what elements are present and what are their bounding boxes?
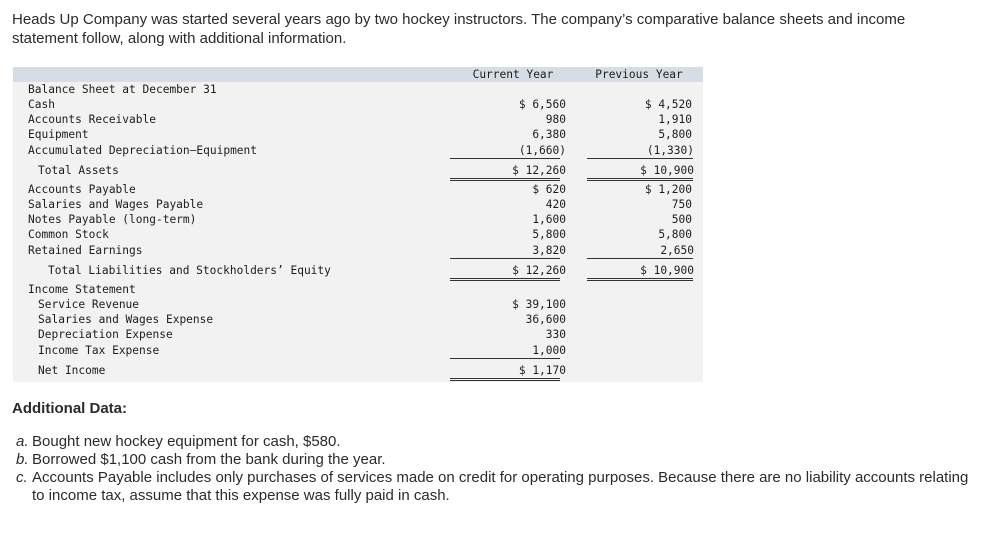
row-label: Cash bbox=[28, 98, 55, 111]
previous-value: $ 1,200 bbox=[644, 183, 692, 196]
row-label: Salaries and Wages Payable bbox=[28, 198, 204, 211]
row-label: Salaries and Wages Expense bbox=[38, 313, 214, 326]
balance-sheet-heading bbox=[13, 82, 703, 97]
table-row bbox=[13, 163, 703, 178]
note-b bbox=[16, 451, 976, 469]
current-value: 1,600 bbox=[532, 213, 566, 226]
current-value: 3,820 bbox=[532, 244, 566, 257]
previous-value: 1,910 bbox=[658, 113, 692, 126]
row-label: Accounts Payable bbox=[28, 183, 136, 196]
note-key: a. bbox=[16, 433, 29, 450]
table-row bbox=[13, 327, 703, 342]
current-value: $ 12,260 bbox=[512, 164, 566, 177]
row-label: Income Tax Expense bbox=[38, 344, 160, 357]
row-label: Notes Payable (long-term) bbox=[28, 213, 197, 226]
current-value: 330 bbox=[545, 328, 566, 341]
row-label: Total Assets bbox=[38, 164, 119, 177]
note-key: c. bbox=[16, 469, 28, 486]
current-value: 36,600 bbox=[525, 313, 566, 326]
row-label: Retained Earnings bbox=[28, 244, 143, 257]
row-label: Accounts Receivable bbox=[28, 113, 156, 126]
financial-table bbox=[13, 67, 703, 382]
row-label: Common Stock bbox=[28, 228, 109, 241]
current-value: 5,800 bbox=[532, 228, 566, 241]
current-value: (1,660) bbox=[518, 144, 566, 157]
note-c bbox=[16, 469, 976, 505]
note-text: Bought new hockey equipment for cash, $580. bbox=[32, 433, 341, 450]
current-value: 6,380 bbox=[532, 128, 566, 141]
row-label: Service Revenue bbox=[38, 298, 140, 311]
previous-value: 5,800 bbox=[658, 128, 692, 141]
table-row bbox=[13, 197, 703, 212]
income-statement-heading bbox=[13, 282, 703, 297]
section-heading: Income Statement bbox=[28, 283, 136, 296]
current-value: $ 12,260 bbox=[512, 264, 566, 277]
additional-notes bbox=[16, 433, 976, 505]
current-value: $ 39,100 bbox=[512, 298, 566, 311]
intro-paragraph: Heads Up Company was started several years ago by two hockey instructors. The company’s comparative balance sheets and income statement follow, along with additional information. bbox=[12, 11, 906, 47]
current-value: 980 bbox=[545, 113, 566, 126]
row-label: Equipment bbox=[28, 128, 89, 141]
note-key: b. bbox=[16, 451, 29, 468]
row-label: Depreciation Expense bbox=[38, 328, 173, 341]
table-row bbox=[13, 97, 703, 112]
table-row bbox=[13, 243, 703, 258]
table-row bbox=[13, 312, 703, 327]
row-label: Accumulated Depreciation—Equipment bbox=[28, 144, 258, 157]
previous-value: $ 10,900 bbox=[640, 264, 694, 277]
current-value: $ 6,560 bbox=[518, 98, 566, 111]
previous-value: $ 4,520 bbox=[644, 98, 692, 111]
table-row bbox=[13, 343, 703, 358]
row-label: Total Liabilities and Stockholders’ Equity bbox=[48, 264, 331, 277]
table-row bbox=[13, 127, 703, 142]
table-row bbox=[13, 263, 703, 278]
table-row bbox=[13, 363, 703, 378]
table-header bbox=[13, 67, 703, 82]
table-row bbox=[13, 227, 703, 242]
row-label: Net Income bbox=[38, 364, 106, 377]
table-row bbox=[13, 143, 703, 158]
previous-value: 5,800 bbox=[658, 228, 692, 241]
note-text: Accounts Payable includes only purchases of services made on credit for operating purposes. Because there are no liability accounts relating to income tax, assume that this expense was fully paid in cash. bbox=[32, 469, 969, 504]
previous-value: 750 bbox=[671, 198, 692, 211]
table-row bbox=[13, 212, 703, 227]
additional-data-title: Additional Data: bbox=[12, 400, 127, 417]
previous-value: $ 10,900 bbox=[640, 164, 694, 177]
current-value: $ 1,170 bbox=[518, 364, 566, 377]
table-row bbox=[13, 182, 703, 197]
current-value: $ 620 bbox=[532, 183, 566, 196]
previous-value: 500 bbox=[671, 213, 692, 226]
table-row bbox=[13, 112, 703, 127]
section-heading: Balance Sheet at December 31 bbox=[28, 83, 217, 96]
note-text: Borrowed $1,100 cash from the bank during the year. bbox=[32, 451, 386, 468]
table-row bbox=[13, 297, 703, 312]
col-header-previous: Previous Year bbox=[595, 68, 683, 81]
current-value: 1,000 bbox=[532, 344, 566, 357]
current-value: 420 bbox=[545, 198, 566, 211]
col-header-current: Current Year bbox=[472, 68, 554, 81]
note-a bbox=[16, 433, 976, 451]
previous-value: 2,650 bbox=[660, 244, 694, 257]
previous-value: (1,330) bbox=[646, 144, 694, 157]
